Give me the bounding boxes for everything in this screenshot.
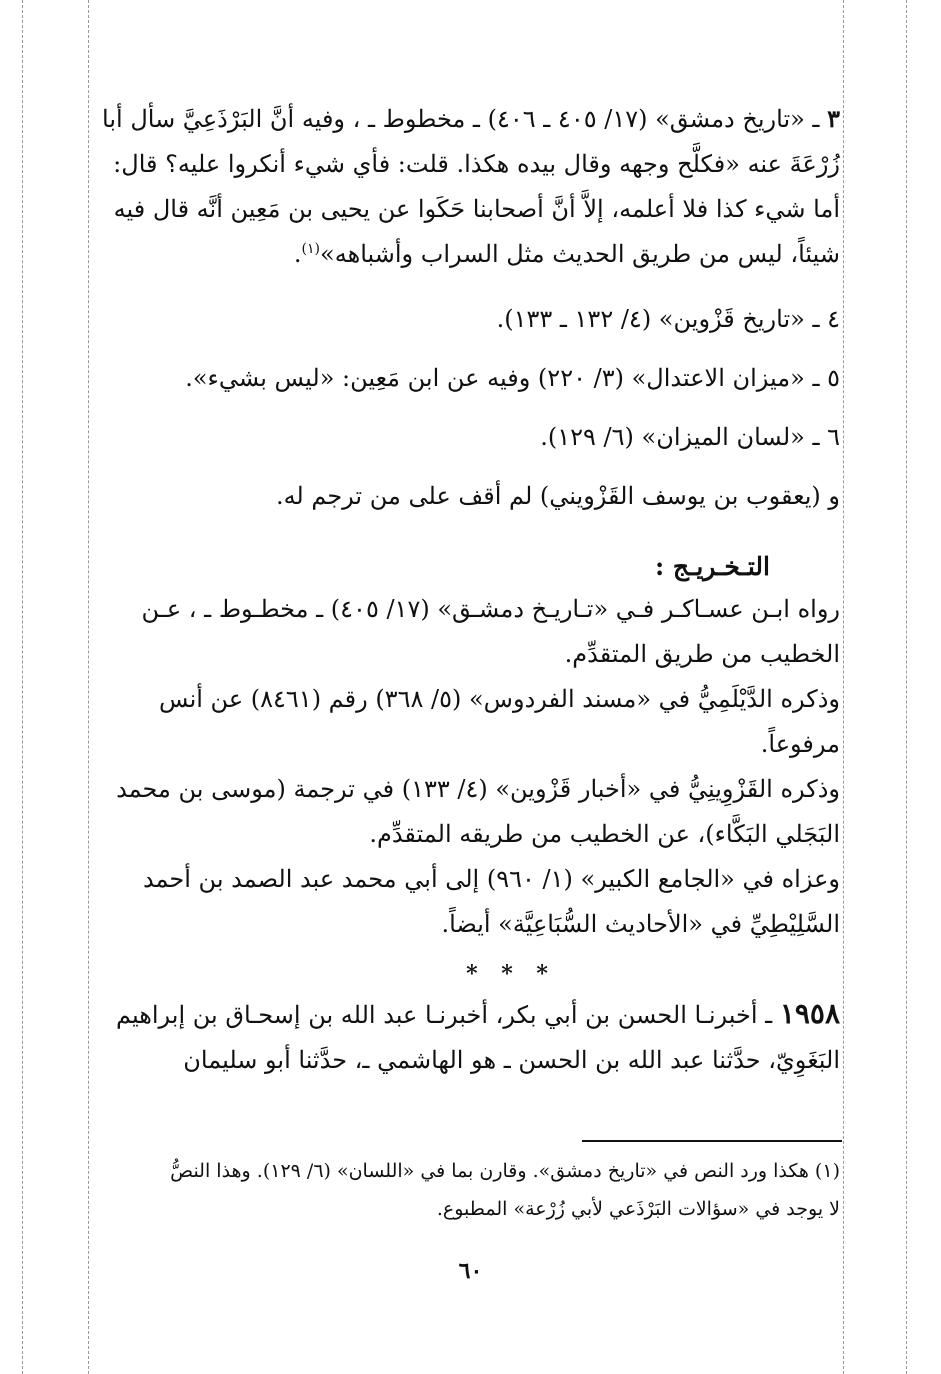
item-end: . [293, 240, 302, 268]
item-number: ٣ [827, 104, 840, 133]
margin-guide-left-inner [88, 0, 89, 1374]
hadith-number: ١٩٥٨ [779, 997, 840, 1030]
source-item-4: ٤ ـ «تاريخ قَزْوين» (٤/ ١٣٢ ـ ١٣٣). [496, 305, 840, 333]
takhrij-paragraph-3: وذكره القَزْوِينِيُّ في «أخبار قَزْوين» (٤/ ١٣٣) في ترجمة (موسى بن محمد البَجَلي البَكَّاء)، عن الخطيب من طريقه المتقدِّم. [116, 775, 840, 848]
source-item-3 [92, 96, 840, 277]
footnote-divider [582, 1140, 842, 1142]
section-separator: * * * [466, 961, 556, 987]
hadith-text: ـ أخبرنـا الحسن بن أبي بكر، أخبرنـا عبد الله بن إسحـاق بن إبراهيم البَغَوِيّ، حدَّثنا عبد الله بن الحسن ـ هو الهاشمي ـ، حدَّثنا أبو سليمان [116, 1001, 840, 1074]
takhrij-paragraph-4: وعزاه في «الجامع الكبير» (١/ ٩٦٠) إلى أبي محمد عبد الصمد بن أحمد السَّلِيْطِيِّ في «الأحاديث السُّبَاعِيَّة» أيضاً. [142, 865, 840, 938]
item-text: ـ «تاريخ دمشق» (١٧/ ٤٠٥ ـ ٤٠٦) ـ مخطوط ـ ، وفيه أنَّ البَرْذَعِيَّ سأل أبا زُرْعَةَ عنه «فكلَّح وجهه وقال بيده هكذا. قلت: فأي شيء أنكروا عليه؟ قال: أما شيء كذا فلا أعلمه، إلاَّ أنَّ أصحابنا حَكَوا عن يحيى بن مَعِين أنَّه قال فيه شيئاً، ليس من طريق الحديث مثل السراب وأشباهه» [102, 105, 840, 268]
margin-guide-right-outer [906, 0, 907, 1374]
source-item-5: ٥ ـ «ميزان الاعتدال» (٣/ ٢٢٠) وفيه عن ابن مَعِين: «ليس بشيء». [185, 364, 840, 392]
takhrij-paragraph-2: وذكره الدَّيْلَمِيُّ في «مسند الفردوس» (٥/ ٣٦٨) رقم (٨٤٦١) عن أنس مرفوعاً. [158, 685, 840, 758]
footnote-reference: (١) [301, 241, 321, 257]
takhrij-heading: التـخـريـج : [654, 552, 770, 581]
page-number: ٦٠ [458, 1258, 483, 1284]
margin-guide-left-outer [22, 0, 23, 1374]
narrator-note: و (يعقوب بن يوسف القَزْويني) لم أقف على من ترجم له. [275, 482, 840, 510]
footnote-1-line-1: (١) هكذا ورد النص في «تاريخ دمشق». وقارن بما في «اللسان» (٦/ ١٢٩). وهذا النصُّ [170, 1160, 840, 1182]
takhrij-paragraph-1: رواه ابـن عسـاكـر فـي «تـاريـخ دمشـق» (١٧/ ٤٠٥) ـ مخطـوط ـ ، عـن الخطيب من طريق المتقدِّم. [141, 595, 840, 668]
margin-guide-right-inner [843, 0, 844, 1374]
source-item-6: ٦ ـ «لسان الميزان» (٦/ ١٢٩). [540, 423, 840, 451]
footnote-1-line-2: لا يوجد في «سؤالات البَرْذَعي لأبي زُرْعة» المطبوع. [436, 1198, 840, 1220]
page-body [92, 96, 840, 1083]
footnotes [92, 1152, 840, 1228]
hadith-entry [92, 991, 840, 1083]
